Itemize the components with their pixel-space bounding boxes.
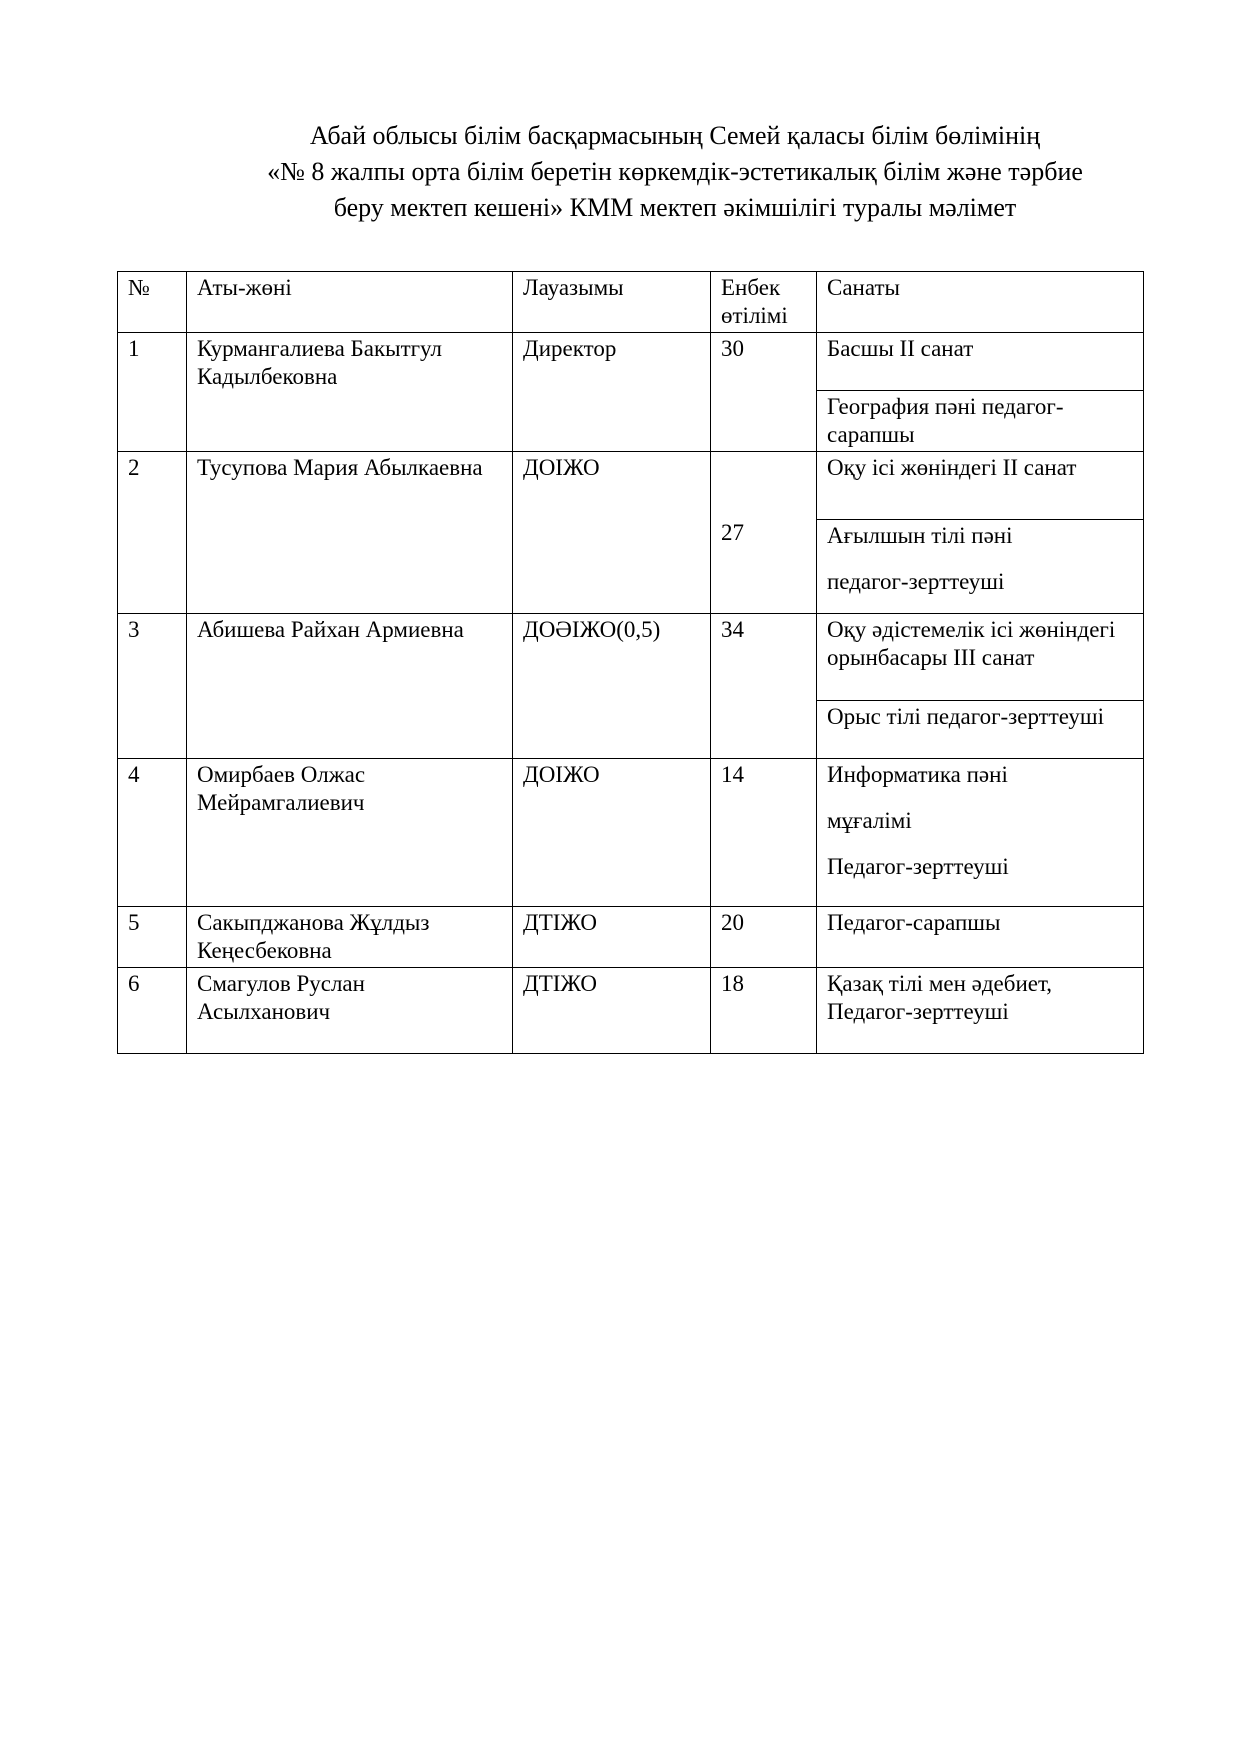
row-position: ДОІЖО bbox=[513, 452, 711, 614]
row-position: ДОӘІЖО(0,5) bbox=[513, 614, 711, 759]
row-name: Сакыпджанова Жұлдыз Кеңесбековна bbox=[187, 907, 513, 968]
row-category: Педагог-сарапшы bbox=[817, 907, 1144, 968]
header-category: Санаты bbox=[817, 272, 1144, 333]
row-name: Курмангалиева Бакытгул Кадылбековна bbox=[187, 333, 513, 452]
row-experience: 14 bbox=[711, 759, 817, 907]
row-category: География пәні педагог-сарапшы bbox=[817, 391, 1144, 452]
row-experience: 20 bbox=[711, 907, 817, 968]
title-line-1: Абай облысы білім басқармасының Семей қаласы білім бөлімінің bbox=[309, 121, 1041, 150]
header-experience-line-2: өтілімі bbox=[721, 303, 788, 328]
row-position: ДОІЖО bbox=[513, 759, 711, 907]
header-experience bbox=[711, 272, 817, 333]
row-experience: 34 bbox=[711, 614, 817, 759]
table-row bbox=[118, 968, 1144, 1054]
row-position: Директор bbox=[513, 333, 711, 452]
category-line: педагог-зерттеуші bbox=[827, 569, 1005, 594]
row-name: Омирбаев Олжас Мейрамгалиевич bbox=[187, 759, 513, 907]
title-line-3: беру мектеп кешені» КММ мектеп әкімшілігі туралы мәлімет bbox=[333, 193, 1017, 222]
administration-table bbox=[117, 271, 1144, 1054]
row-position: ДТІЖО bbox=[513, 968, 711, 1054]
table-row bbox=[118, 333, 1144, 391]
category-line: Информатика пәні bbox=[827, 762, 1008, 787]
table-row bbox=[118, 614, 1144, 701]
table-row bbox=[118, 759, 1144, 907]
row-category bbox=[817, 968, 1144, 1054]
row-name: Абишева Райхан Армиевна bbox=[187, 614, 513, 759]
row-experience: 18 bbox=[711, 968, 817, 1054]
category-line: Ағылшын тілі пәні bbox=[827, 523, 1013, 548]
title-line-2: «№ 8 жалпы орта білім беретін көркемдік-эстетикалық білім және тәрбие bbox=[267, 157, 1083, 186]
header-position: Лауазымы bbox=[513, 272, 711, 333]
header-name: Аты-жөні bbox=[187, 272, 513, 333]
category-line: мұғалімі bbox=[827, 808, 912, 833]
row-num: 1 bbox=[118, 333, 187, 452]
row-category bbox=[817, 520, 1144, 614]
header-num: № bbox=[118, 272, 187, 333]
row-category: Оқу ісі жөніндегі II санат bbox=[817, 452, 1144, 520]
table-header-row bbox=[118, 272, 1144, 333]
header-experience-line-1: Енбек bbox=[721, 275, 781, 300]
row-name: Смагулов Руслан Асылханович bbox=[187, 968, 513, 1054]
category-line: Педагог-зерттеуші bbox=[827, 854, 1009, 879]
row-num: 6 bbox=[118, 968, 187, 1054]
row-num: 4 bbox=[118, 759, 187, 907]
row-num: 3 bbox=[118, 614, 187, 759]
category-line: Педагог-зерттеуші bbox=[827, 999, 1009, 1024]
row-position: ДТІЖО bbox=[513, 907, 711, 968]
row-category: Орыс тілі педагог-зерттеуші bbox=[817, 701, 1144, 759]
row-category bbox=[817, 759, 1144, 907]
row-category: Басшы II санат bbox=[817, 333, 1144, 391]
row-category: Оқу әдістемелік ісі жөніндегі орынбасары III санат bbox=[817, 614, 1144, 701]
row-name: Тусупова Мария Абылкаевна bbox=[187, 452, 513, 614]
row-experience: 27 bbox=[711, 452, 817, 614]
row-num: 5 bbox=[118, 907, 187, 968]
category-line: Қазақ тілі мен әдебиет, bbox=[827, 971, 1053, 996]
row-num: 2 bbox=[118, 452, 187, 614]
table-row bbox=[118, 452, 1144, 520]
document-title bbox=[180, 118, 1170, 226]
row-experience: 30 bbox=[711, 333, 817, 452]
table-row bbox=[118, 907, 1144, 968]
